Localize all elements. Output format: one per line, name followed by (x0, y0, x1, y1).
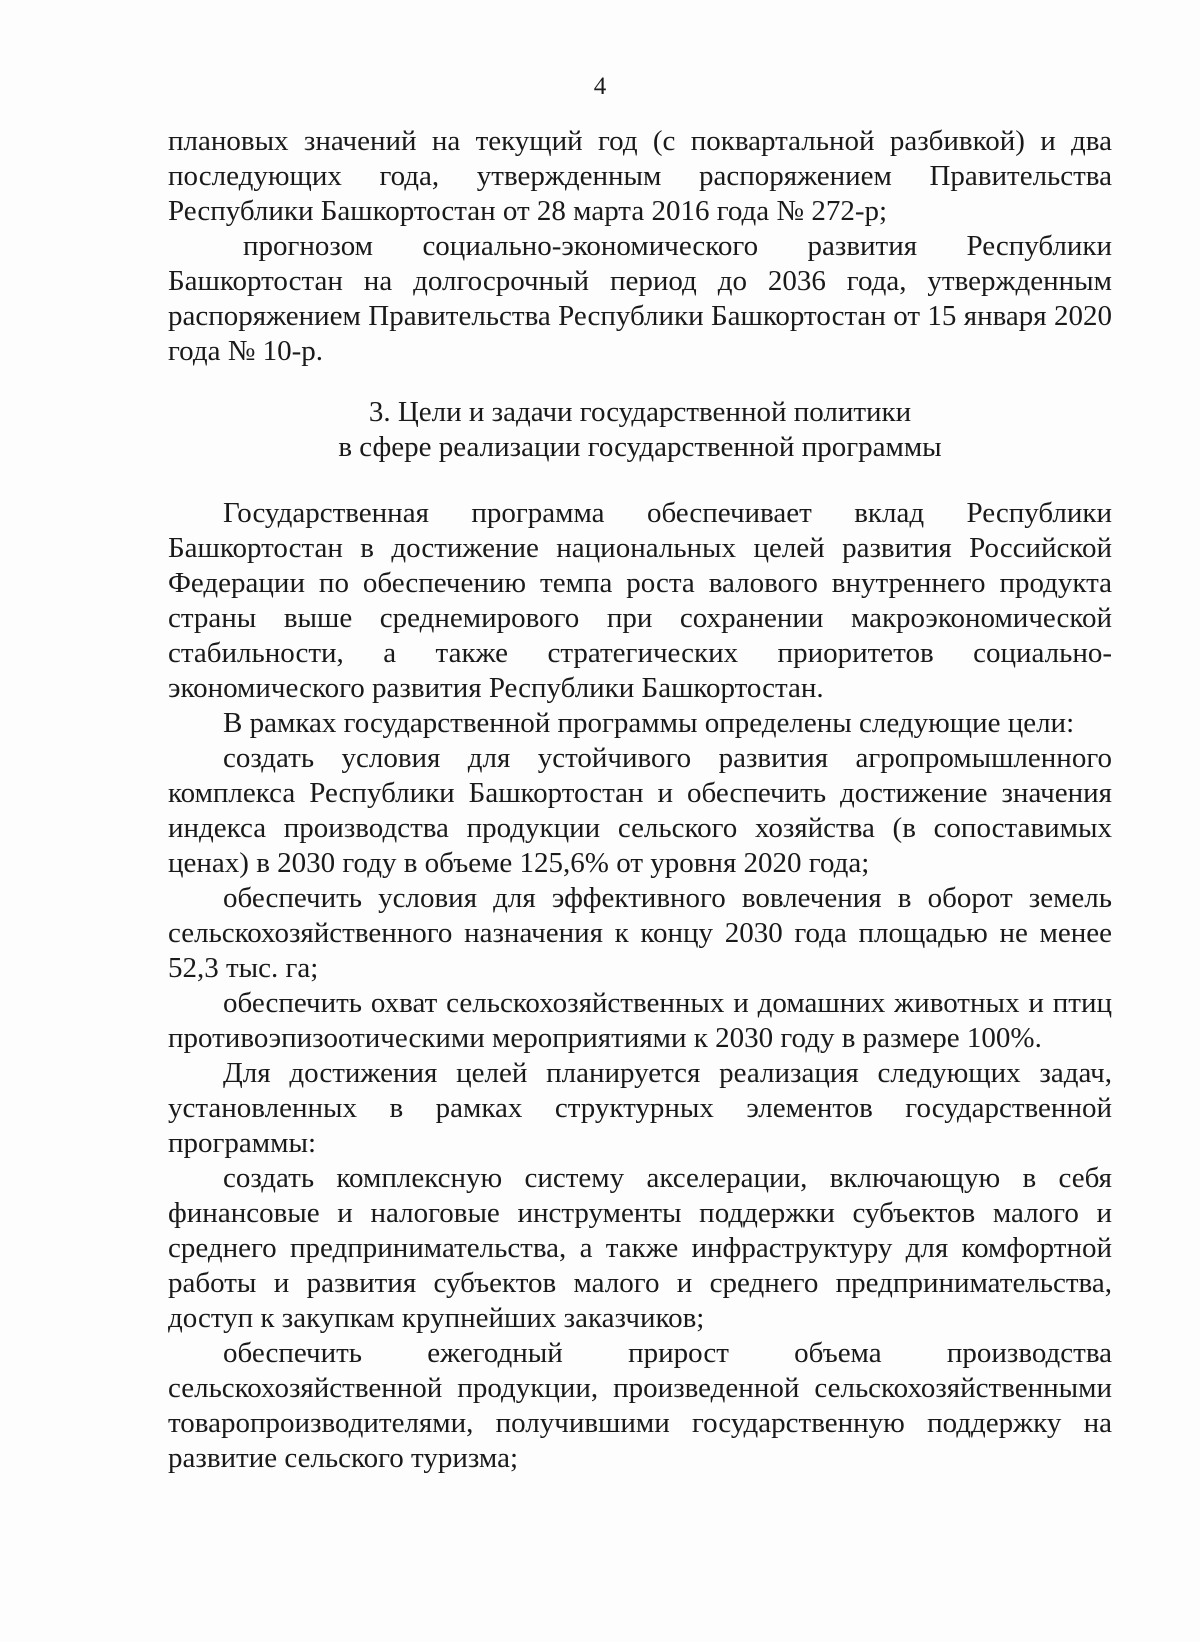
section-heading-line: 3. Цели и задачи государственной политики (368, 396, 912, 428)
paragraph: создать комплексную систему акселерации, включающую в себя финансовые и налоговые инструменты поддержки субъектов малого и среднего предпринимательства, а также инфраструктуру для комфортной работы и развития субъектов малого и среднего предпринимательства, доступ к закупкам крупнейших заказчиков; (168, 1162, 1112, 1334)
paragraph: прогнозом социально-экономического развития Республики Башкортостан на долгосрочный период до 2036 года, утвержденным распоряжением Правительства Республики Башкортостан от 15 января 2020 года № 10-р. (168, 230, 1112, 367)
paragraph: обеспечить условия для эффективного вовлечения в оборот земель сельскохозяйственного назначения к концу 2030 года площадью не менее 52,3 тыс. га; (168, 882, 1112, 984)
section-heading (168, 395, 1112, 465)
paragraph: создать условия для устойчивого развития агропромышленного комплекса Республики Башкортостан и обеспечить достижение значения индекса производства продукции сельского хозяйства (в сопоставимых ценах) в 2030 году в объеме 125,6% от уровня 2020 года; (168, 742, 1112, 879)
paragraph: Государственная программа обеспечивает вклад Республики Башкортостан в достижение национальных целей развития Российской Федерации по обеспечению темпа роста валового внутреннего продукта страны выше среднемирового при сохранении макроэкономической стабильности, а также стратегических приоритетов социально-экономического развития Республики Башкортостан. (168, 497, 1112, 704)
page-number: 4 (593, 73, 607, 100)
paragraph: Для достижения целей планируется реализация следующих задач, установленных в рамках структурных элементов государственной программы: (168, 1057, 1112, 1159)
document-body (168, 124, 1112, 1476)
paragraph: обеспечить охват сельскохозяйственных и домашних животных и птиц противоэпизоотическими мероприятиями к 2030 году в размере 100%. (168, 987, 1112, 1054)
paragraph: В рамках государственной программы определены следующие цели: (223, 707, 1075, 739)
section-heading-line: в сфере реализации государственной программы (338, 431, 942, 463)
paragraph: обеспечить ежегодный прирост объема производства сельскохозяйственной продукции, произведенной сельскохозяйственными товаропроизводителями, получившими государственную поддержку на развитие сельского туризма; (168, 1337, 1112, 1474)
paragraph: плановых значений на текущий год (с поквартальной разбивкой) и два последующих года, утвержденным распоряжением Правительства Республики Башкортостан от 28 марта 2016 года № 272-р; (168, 125, 1112, 227)
